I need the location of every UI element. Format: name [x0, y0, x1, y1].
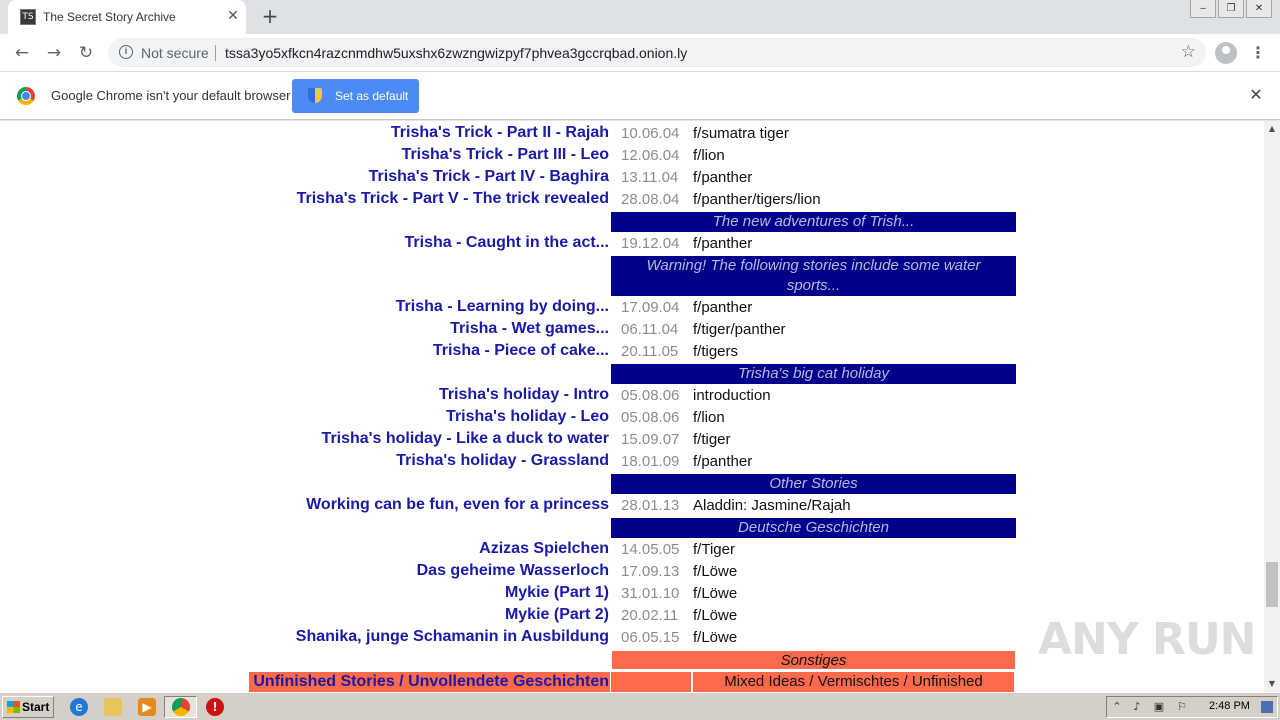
set-default-button[interactable] — [292, 79, 419, 113]
infobar-message: Google Chrome isn't your default browser — [51, 88, 291, 103]
back-arrow-icon[interactable]: ← — [14, 43, 30, 63]
story-row — [0, 428, 1264, 450]
story-category: f/Löwe — [693, 629, 738, 646]
close-window-button[interactable]: ✕ — [1246, 0, 1272, 18]
story-date: 31.01.10 — [621, 585, 680, 602]
story-link[interactable]: Mykie (Part 2) — [504, 606, 609, 623]
close-tab-icon[interactable]: ✕ — [227, 8, 239, 24]
flag-icon[interactable]: ⚐ — [1177, 700, 1187, 713]
story-category: f/sumatra tiger — [693, 125, 789, 142]
story-category: f/panther/tigers/lion — [693, 191, 821, 208]
scroll-up-arrow-icon[interactable]: ▲ — [1268, 124, 1276, 133]
default-browser-infobar — [0, 72, 1280, 120]
section-header-sonstiges: Sonstiges — [611, 650, 1016, 670]
story-row — [0, 232, 1264, 254]
story-link[interactable]: Trisha's Trick - Part IV - Baghira — [368, 168, 609, 185]
story-date: 20.11.05 — [621, 343, 679, 360]
story-date: 28.08.04 — [621, 191, 680, 208]
story-category: f/tiger/panther — [693, 321, 786, 338]
story-link[interactable]: Trisha's holiday - Like a duck to water — [321, 430, 609, 447]
story-date: 05.08.06 — [621, 387, 680, 404]
media-player-icon[interactable]: ▶ — [138, 698, 156, 716]
story-row — [0, 340, 1264, 362]
profile-avatar[interactable] — [1215, 42, 1237, 64]
story-link[interactable]: Trisha - Learning by doing... — [395, 298, 609, 315]
story-link[interactable]: Trisha's Trick - Part II - Rajah — [390, 124, 609, 141]
reload-icon[interactable]: ↻ — [78, 43, 94, 63]
story-row — [0, 560, 1264, 582]
tab-strip — [0, 0, 1280, 34]
story-category: introduction — [693, 387, 771, 404]
story-date: 17.09.13 — [621, 563, 680, 580]
story-date: 13.11.04 — [621, 169, 679, 186]
scroll-down-arrow-icon[interactable]: ▼ — [1268, 679, 1276, 688]
story-category: f/panther — [693, 169, 753, 186]
start-button[interactable] — [2, 696, 54, 718]
story-category: f/panther — [693, 453, 753, 470]
story-link[interactable]: Trisha's holiday - Leo — [446, 408, 609, 425]
story-date: 28.01.13 — [621, 497, 680, 514]
unfinished-stories-link[interactable]: Unfinished Stories / Unvollendete Geschichten — [249, 672, 610, 692]
story-date: 06.05.15 — [621, 629, 680, 646]
story-link[interactable]: Trisha - Caught in the act... — [404, 234, 609, 251]
story-row — [0, 450, 1264, 472]
story-category: f/panther — [693, 235, 753, 252]
window-controls — [1188, 0, 1272, 20]
anyrun-watermark: ANY RUN — [1038, 614, 1256, 665]
story-link[interactable]: Trisha's holiday - Intro — [438, 386, 609, 403]
story-row — [0, 144, 1264, 166]
internet-explorer-icon[interactable]: e — [70, 698, 88, 716]
story-category: Aladdin: Jasmine/Rajah — [693, 497, 851, 514]
set-default-label: Set as default — [335, 89, 409, 103]
story-category: f/Löwe — [693, 563, 738, 580]
story-category: f/tigers — [693, 343, 739, 360]
unfinished-category: Mixed Ideas / Vermischtes / Unfinished — [693, 672, 1014, 692]
story-date: 12.06.04 — [621, 147, 680, 164]
story-category: f/panther — [693, 299, 753, 316]
story-date: 10.06.04 — [621, 125, 680, 142]
show-hidden-icons-icon[interactable]: ⌃ — [1112, 700, 1122, 713]
story-date: 05.08.06 — [621, 409, 680, 426]
browser-tab[interactable] — [8, 0, 246, 34]
shield-icon — [308, 88, 322, 103]
story-link[interactable]: Das geheime Wasserloch — [416, 562, 609, 579]
new-tab-button[interactable]: + — [261, 4, 279, 28]
story-link[interactable]: Trisha - Piece of cake... — [432, 342, 609, 359]
story-date: 06.11.04 — [621, 321, 679, 338]
minimize-button[interactable]: ‒ — [1190, 0, 1216, 18]
story-link[interactable]: Trisha - Wet games... — [450, 320, 609, 337]
story-link[interactable]: Mykie (Part 1) — [504, 584, 609, 601]
story-category: f/lion — [693, 147, 725, 164]
story-link[interactable]: Working can be fun, even for a princess — [306, 496, 609, 513]
story-link[interactable]: Azizas Spielchen — [479, 540, 609, 557]
chrome-icon — [172, 698, 190, 716]
story-date: 17.09.04 — [621, 299, 680, 316]
address-bar[interactable] — [108, 38, 1206, 67]
warning-line: sports... — [786, 277, 841, 294]
windows-logo-icon — [7, 701, 20, 713]
story-category: f/Tiger — [693, 541, 735, 558]
volume-icon[interactable]: ♪ — [1133, 700, 1141, 713]
story-date: 18.01.09 — [621, 453, 680, 470]
story-category: f/Löwe — [693, 585, 738, 602]
restore-button[interactable]: ❐ — [1218, 0, 1244, 18]
empty-date-cell — [611, 672, 691, 692]
file-explorer-icon[interactable] — [104, 698, 122, 716]
warning-line: Warning! The following stories include some water — [646, 257, 981, 274]
taskbar-clock[interactable]: 2:48 PM — [1209, 700, 1250, 712]
story-date: 20.02.11 — [621, 607, 679, 624]
section-header-warning — [611, 256, 1016, 296]
story-date: 14.05.05 — [621, 541, 680, 558]
more-menu-icon[interactable]: ⋮ — [1250, 43, 1266, 62]
story-link[interactable]: Trisha's Trick - Part III - Leo — [401, 146, 609, 163]
section-header-other-stories: Other Stories — [611, 474, 1016, 494]
start-label: Start — [22, 700, 50, 714]
close-infobar-icon[interactable]: ✕ — [1249, 85, 1263, 104]
info-icon[interactable]: i — [119, 45, 133, 59]
story-row — [0, 538, 1264, 560]
network-icon[interactable]: ▣ — [1153, 700, 1165, 713]
taskbar-chrome-button[interactable] — [164, 696, 197, 718]
story-row — [0, 582, 1264, 604]
tab-title: The Secret Story Archive — [43, 10, 176, 24]
system-tray — [1106, 696, 1278, 718]
story-row — [0, 494, 1264, 516]
section-header-big-cat-holiday: Trisha's big cat holiday — [611, 364, 1016, 384]
favicon-icon: TS — [20, 9, 36, 25]
story-row — [0, 384, 1264, 406]
story-row — [0, 406, 1264, 428]
story-row — [0, 296, 1264, 318]
story-row — [0, 188, 1264, 210]
windows-taskbar — [0, 692, 1280, 720]
story-category: f/lion — [693, 409, 725, 426]
story-date: 15.09.07 — [621, 431, 680, 448]
story-row — [0, 318, 1264, 340]
section-header-new-adventures: The new adventures of Trish... — [611, 212, 1016, 232]
story-link[interactable]: Shanika, junge Schamanin in Ausbildung — [295, 628, 609, 645]
chrome-logo-icon — [17, 87, 35, 105]
story-row — [0, 166, 1264, 188]
vertical-scrollbar[interactable] — [1264, 121, 1280, 692]
story-row — [0, 122, 1264, 144]
section-header-deutsche: Deutsche Geschichten — [611, 518, 1016, 538]
story-link[interactable]: Trisha's holiday - Grassland — [396, 452, 609, 469]
story-category: f/tiger — [693, 431, 731, 448]
omnibox-divider — [215, 45, 216, 61]
url-text[interactable]: tssa3yo5xfkcn4razcnmdhw5uxshx6zwzngwizpyf7phvea3gccrqbad.onion.ly — [225, 45, 688, 61]
story-link[interactable]: Trisha's Trick - Part V - The trick revealed — [296, 190, 609, 207]
security-label[interactable]: Not secure — [141, 45, 209, 61]
bookmark-star-icon[interactable]: ☆ — [1180, 42, 1196, 62]
story-category: f/Löwe — [693, 607, 738, 624]
browser-toolbar — [0, 34, 1280, 72]
story-date: 19.12.04 — [621, 235, 680, 252]
scroll-thumb[interactable] — [1266, 562, 1278, 607]
show-desktop-icon[interactable] — [1261, 701, 1273, 713]
page-content — [0, 121, 1264, 692]
warning-app-icon[interactable]: ! — [206, 698, 224, 716]
forward-arrow-icon[interactable]: → — [46, 43, 62, 63]
